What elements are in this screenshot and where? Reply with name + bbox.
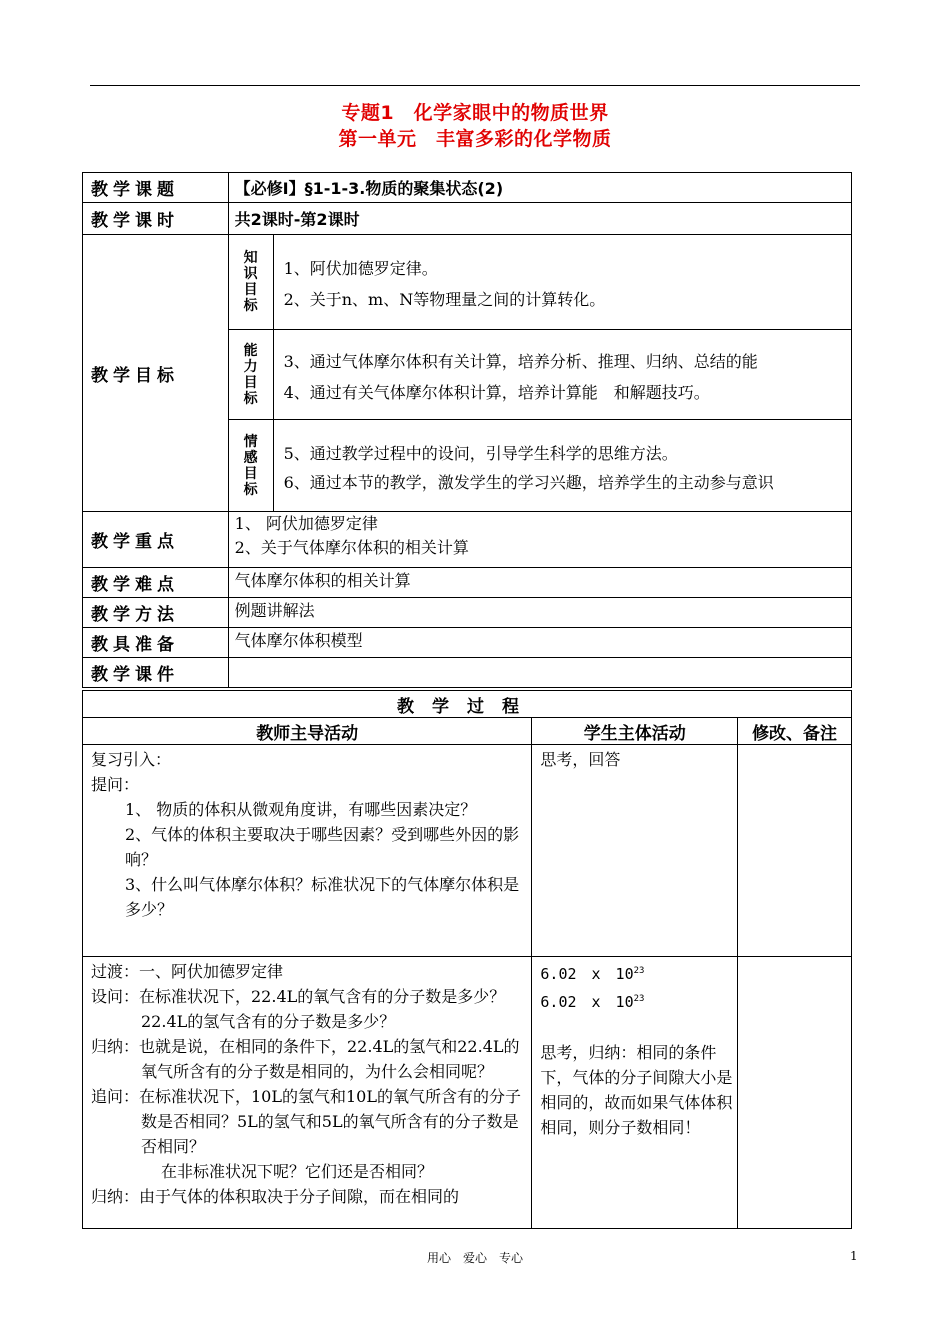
col-student-header: 学生主体活动	[532, 718, 738, 745]
courseware-label: 教学课件	[83, 658, 229, 688]
ability-item: 3、通过气体摩尔体积有关计算，培养分析、推理、归纳、总结的能	[283, 351, 758, 371]
page-number: 1	[850, 1249, 858, 1263]
lesson-info-table	[82, 172, 852, 688]
footer-motto: 用心 爱心 专心	[426, 1251, 523, 1265]
process-title-row	[83, 691, 852, 718]
knowledge-goal-label: 知 识 目 标	[228, 235, 273, 330]
method-row	[83, 598, 852, 628]
knowledge-row	[83, 235, 852, 330]
review-student-cell: 思考，回答	[532, 745, 738, 957]
process-header-row	[83, 718, 852, 745]
key-item: 1、 阿伏加德罗定律	[234, 514, 378, 533]
difficult-row	[83, 568, 852, 598]
tools-value: 气体摩尔体积模型	[228, 628, 851, 658]
teaching-process-table	[82, 690, 852, 1229]
courseware-value	[228, 658, 851, 688]
ability-goal-label: 能 力 目 标	[228, 330, 273, 420]
avogadro-student-cell	[532, 957, 738, 1229]
conclusion-text: 归纳：由于气体的体积取决于分子间隙，而在相同的	[91, 1187, 460, 1206]
review-ask: 提问：	[91, 775, 140, 794]
col-notes-header: 修改、备注	[738, 718, 852, 745]
topic-label: 教学课题	[83, 173, 229, 203]
avogadro-number: 6.02 x $10^{23}$	[540, 993, 645, 1011]
process-title: 教学过程	[83, 691, 852, 718]
transition-text: 过渡：一、阿伏加德罗定律	[91, 962, 284, 981]
key-item: 2、关于气体摩尔体积的相关计算	[234, 538, 469, 557]
ability-goal-items	[273, 330, 851, 420]
key-items	[228, 512, 851, 568]
avogadro-teacher-cell	[83, 957, 532, 1229]
difficult-label: 教学难点	[83, 568, 229, 598]
document-title: 专题1 化学家眼中的物质世界	[341, 102, 609, 124]
review-question: 3、什么叫气体摩尔体积？标准状况下的气体摩尔体积是多少？	[125, 875, 520, 919]
avogadro-notes-cell	[738, 957, 852, 1229]
knowledge-goal-items	[273, 235, 851, 330]
review-teacher-cell	[83, 745, 532, 957]
key-row	[83, 512, 852, 568]
document-subtitle: 第一单元 丰富多彩的化学物质	[338, 128, 612, 150]
non-standard-question: 在非标准状况下呢？它们还是否相同？	[161, 1162, 434, 1181]
student-summary: 思考，归纳：相同的条件下，气体的分子间隙大小是相同的，故而如果气体体积相同，则分子数相同！	[540, 1043, 733, 1137]
emotion-item: 5、通过教学过程中的设问，引导学生科学的思维方法。	[283, 443, 678, 463]
hours-value: 共2课时-第2课时	[228, 203, 851, 235]
method-value: 例题讲解法	[228, 598, 851, 628]
key-label: 教学重点	[83, 512, 229, 568]
review-notes-cell	[738, 745, 852, 957]
courseware-row	[83, 658, 852, 688]
tools-row	[83, 628, 852, 658]
col-teacher-header: 教师主导活动	[83, 718, 532, 745]
goals-label: 教学目标	[83, 235, 229, 512]
tools-label: 教具准备	[83, 628, 229, 658]
avogadro-number: 6.02 x $10^{23}$	[540, 965, 645, 983]
review-question: 1、 物质的体积从微观角度讲，有哪些因素决定？	[125, 800, 477, 819]
knowledge-item: 2、关于n、m、N等物理量之间的计算转化。	[283, 290, 606, 309]
difficult-value: 气体摩尔体积的相关计算	[228, 568, 851, 598]
question-text: 设问：在标准状况下，22.4L的氧气含有的分子数是多少？22.4L的氢气含有的分子数是多少？	[91, 987, 506, 1031]
review-row	[83, 745, 852, 957]
emotion-goal-label: 情 感 目 标	[228, 420, 273, 512]
follow-up-text: 追问：在标准状况下，10L的氢气和10L的氧气所含有的分子数是否相同？5L的氢气和5L的氧气所含有的分子数是否相同？	[91, 1087, 521, 1156]
topic-value: 【必修Ⅰ】§1-1-3.物质的聚集状态(2)	[228, 173, 851, 203]
emotion-goal-items	[273, 420, 851, 512]
summary-text: 归纳：也就是说，在相同的条件下，22.4L的氢气和22.4L的氧气所含有的分子数是相同的，为什么会相同呢？	[91, 1037, 520, 1081]
knowledge-item: 1、阿伏加德罗定律。	[283, 259, 438, 278]
emotion-item: 6、通过本节的教学，激发学生的学习兴趣，培养学生的主动参与意识	[283, 472, 774, 492]
ability-item: 4、通过有关气体摩尔体积计算，培养计算能 和解题技巧。	[283, 382, 710, 402]
avogadro-row	[83, 957, 852, 1229]
header-rule	[90, 85, 860, 86]
method-label: 教学方法	[83, 598, 229, 628]
review-intro: 复习引入：	[91, 750, 172, 769]
hours-label: 教学课时	[83, 203, 229, 235]
topic-row	[83, 173, 852, 203]
review-question: 2、气体的体积主要取决于哪些因素？受到哪些外因的影响？	[125, 825, 520, 869]
hours-row	[83, 203, 852, 235]
